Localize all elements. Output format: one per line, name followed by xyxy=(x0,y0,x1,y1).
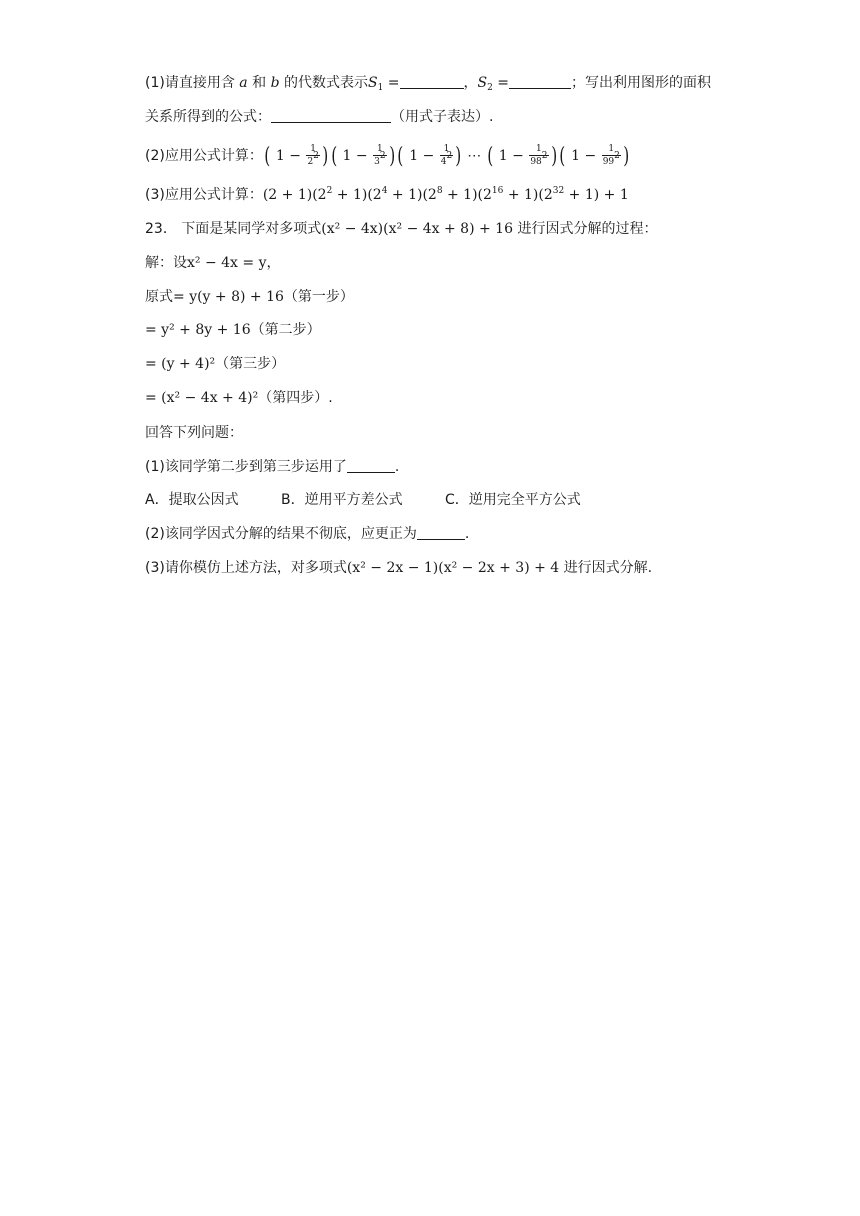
prompt-text: ， xyxy=(266,255,281,271)
exponent: 4 xyxy=(381,186,388,196)
fraction-product-expression xyxy=(263,144,631,169)
left-paren: ( xyxy=(487,144,494,169)
denominator xyxy=(373,151,386,168)
denominator-exponent: 2 xyxy=(446,151,453,161)
prompt-text: 进行因式分解的过程： xyxy=(517,221,658,237)
minus-sign: − xyxy=(355,148,373,164)
variable-b: b xyxy=(270,75,280,91)
q23-sub3 xyxy=(145,558,652,578)
prompt-text: . xyxy=(464,526,470,542)
q22-part1-line1 xyxy=(145,73,711,93)
part-label: (1) xyxy=(145,459,165,475)
factor-term xyxy=(263,144,330,169)
step-label: （第二步） xyxy=(250,322,321,338)
choice-letter: C． xyxy=(445,492,469,508)
s1-symbol: S xyxy=(367,75,378,91)
choice-letter: B． xyxy=(281,492,305,508)
choice-text: 逆用完全平方公式 xyxy=(468,492,581,508)
part-label: (1) xyxy=(145,75,165,91)
s2-symbol: S xyxy=(477,75,488,91)
step3-expression: = (y + 4)² xyxy=(145,356,216,372)
numerator: 1 xyxy=(608,144,615,154)
polynomial-expression: (x² − 2x − 1)(x² − 2x + 3) + 4 xyxy=(346,560,560,576)
prompt-text: . xyxy=(394,459,400,475)
numerator: 1 xyxy=(443,144,450,154)
polynomial-expression: (x² − 4x)(x² − 4x + 8) + 16 xyxy=(321,221,513,237)
minus-sign: − xyxy=(422,148,439,164)
exponent: 8 xyxy=(436,186,443,196)
part-label: (2) xyxy=(145,526,165,542)
prompt-text: 和 xyxy=(252,75,267,91)
choice-text: 逆用平方差公式 xyxy=(304,492,403,508)
left-paren: ( xyxy=(264,144,271,169)
denominator-base: 98 xyxy=(530,157,542,167)
denominator-exponent: 2 xyxy=(379,151,386,161)
part-label: (3) xyxy=(145,187,165,203)
denominator xyxy=(602,151,621,168)
q23-solution-setup xyxy=(145,253,280,273)
exponent: 16 xyxy=(491,186,504,196)
choice-b[interactable] xyxy=(281,490,445,510)
factor-term xyxy=(558,144,630,169)
prompt-text: 关系所得到的公式： xyxy=(145,109,271,125)
formula-answer-blank[interactable] xyxy=(271,108,391,123)
denominator-exponent: 2 xyxy=(313,151,319,161)
left-paren: ( xyxy=(397,144,404,169)
q23-step1 xyxy=(145,287,354,307)
step1-expression: y(y + 8) + 16 xyxy=(189,289,284,305)
choice-text: 提取公因式 xyxy=(168,492,239,508)
prompt-text: 的代数式表示 xyxy=(283,75,368,91)
prompt-text: 回答下列问题： xyxy=(145,425,243,441)
comma: ， xyxy=(463,75,478,91)
sub1-answer-blank[interactable] xyxy=(347,458,395,473)
prompt-text: 请你模仿上述方法，对多项式 xyxy=(164,560,347,576)
sub2-answer-blank[interactable] xyxy=(417,525,465,540)
right-paren: ) xyxy=(388,144,395,169)
q22-part3 xyxy=(145,185,629,205)
one: 1 xyxy=(494,148,513,164)
right-paren: ) xyxy=(322,144,329,169)
prompt-text: 下面是某同学对多项式 xyxy=(181,221,322,237)
expression-part: (2 + 1)(2 xyxy=(262,187,327,203)
expression-part: + 1)(2 xyxy=(387,187,437,203)
prompt-text: ；写出利用图形的面积 xyxy=(571,75,712,91)
denominator-exponent: 2 xyxy=(614,151,620,161)
q23-step2 xyxy=(145,320,321,340)
fraction xyxy=(602,144,621,168)
equals-sign: = xyxy=(387,75,400,91)
one: 1 xyxy=(271,148,290,164)
step-label: （第四步）. xyxy=(258,390,333,406)
right-paren: ) xyxy=(455,144,462,169)
numerator: 1 xyxy=(310,144,317,154)
prompt-text: （用式子表达）. xyxy=(391,109,494,125)
step4-expression: = (x² − 4x + 4)² xyxy=(145,390,259,406)
numerator: 1 xyxy=(536,144,542,154)
q23-intro xyxy=(145,219,657,239)
choice-a[interactable] xyxy=(145,490,281,510)
s1-subscript: 1 xyxy=(377,83,384,93)
denominator xyxy=(440,151,453,168)
choice-c[interactable] xyxy=(445,490,581,510)
q23-answer-prompt xyxy=(145,423,243,443)
equals-sign: = xyxy=(497,75,510,91)
step-label: （第三步） xyxy=(215,356,286,372)
fraction xyxy=(440,144,453,168)
denominator xyxy=(529,151,548,168)
prompt-text: 请直接用含 xyxy=(164,75,235,91)
denominator-base: 3 xyxy=(374,157,380,167)
prompt-text: 应用公式计算： xyxy=(164,148,263,164)
right-paren: ) xyxy=(623,144,630,169)
one: 1 xyxy=(338,148,356,164)
expression-part: + 1)(2 xyxy=(503,187,553,203)
s1-answer-blank[interactable] xyxy=(400,74,464,89)
q23-sub2 xyxy=(145,524,469,544)
s2-answer-blank[interactable] xyxy=(509,74,571,89)
substitution-expression: x² − 4x = y xyxy=(187,255,267,271)
q23-sub1 xyxy=(145,457,399,477)
denominator-base: 99 xyxy=(602,157,615,167)
minus-sign: − xyxy=(512,148,529,164)
fraction xyxy=(529,144,548,168)
expression-part: + 1) + 1 xyxy=(564,187,629,203)
factor-term xyxy=(330,144,397,169)
variable-a: a xyxy=(239,75,248,91)
denominator-base: 4 xyxy=(440,157,447,167)
question-number: 23． xyxy=(145,221,177,237)
exponent: 32 xyxy=(552,186,565,196)
expression-part: + 1)(2 xyxy=(442,187,492,203)
part-label: (2) xyxy=(145,148,165,164)
prompt-text: 该同学第二步到第三步运用了 xyxy=(164,459,347,475)
prompt-text: 进行因式分解. xyxy=(563,560,653,576)
minus-sign: − xyxy=(584,148,601,164)
prompt-text: 原式= xyxy=(145,289,185,305)
s2-subscript: 2 xyxy=(487,83,493,93)
q22-part2 xyxy=(145,143,630,170)
q23-step3 xyxy=(145,354,285,374)
q22-part1-line2 xyxy=(145,107,493,127)
numerator: 1 xyxy=(376,144,383,154)
choice-letter: A． xyxy=(145,492,169,508)
fraction xyxy=(306,144,319,168)
right-paren: ) xyxy=(550,144,557,169)
q23-step4 xyxy=(145,388,333,408)
prompt-text: 解：设 xyxy=(145,255,187,271)
left-paren: ( xyxy=(559,144,566,169)
minus-sign: − xyxy=(289,148,306,164)
expression-part: + 1)(2 xyxy=(332,187,382,203)
denominator-base: 2 xyxy=(307,157,314,167)
denominator-exponent: 2 xyxy=(541,151,548,161)
factor-term xyxy=(486,144,558,169)
factor-term xyxy=(396,144,463,169)
ellipsis: ⋯ xyxy=(462,148,486,164)
fraction xyxy=(373,144,386,168)
q23-choices xyxy=(145,490,581,510)
prompt-text: 应用公式计算： xyxy=(164,187,263,203)
step-label: （第一步） xyxy=(283,289,354,305)
left-paren: ( xyxy=(330,144,337,169)
power-product-expression xyxy=(263,187,629,203)
prompt-text: 该同学因式分解的结果不彻底，应更正为 xyxy=(164,526,417,542)
one: 1 xyxy=(566,148,585,164)
part-label: (3) xyxy=(145,560,165,576)
exponent: 2 xyxy=(326,186,333,196)
one: 1 xyxy=(404,148,423,164)
denominator xyxy=(306,151,319,168)
step2-expression: = y² + 8y + 16 xyxy=(145,322,251,338)
